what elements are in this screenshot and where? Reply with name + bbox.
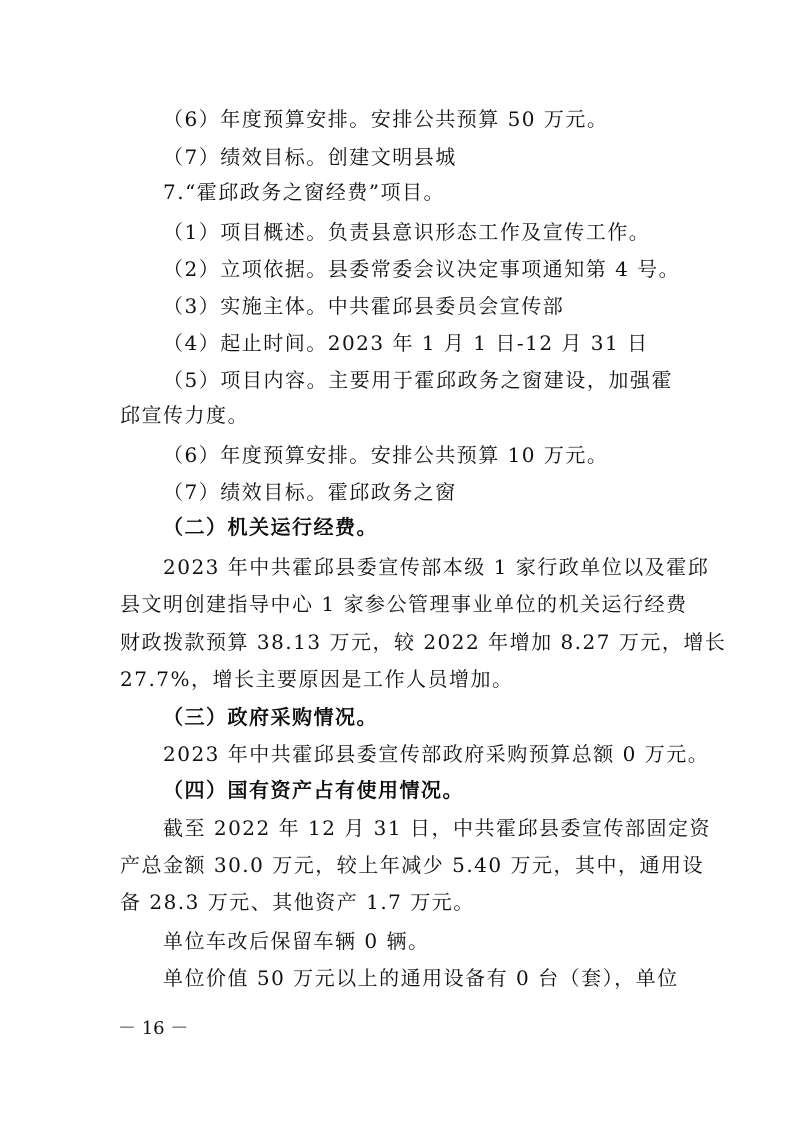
vehicles-para: 单位车改后保留车辆 0 辆。 [163, 929, 430, 953]
operating-costs-para-3: 财政拨款预算 38.13 万元，较 2022 年增加 8.27 万元，增长 [120, 630, 727, 654]
operating-costs-para-4: 27.7%，增长主要原因是工作人员增加。 [120, 667, 514, 691]
operating-costs-para-1: 2023 年中共霍邱县委宣传部本级 1 家行政单位以及霍邱 [163, 555, 710, 579]
assets-para-1: 截至 2022 年 12 月 31 日，中共霍邱县委宣传部固定资 [163, 816, 711, 840]
text-line-7-goal-2: （7）绩效目标。霍邱政务之窗 [163, 480, 457, 504]
text-line-7-goal-1: （7）绩效目标。创建文明县城 [163, 145, 457, 169]
page-number: － 16 － [118, 1018, 189, 1039]
text-line-5-content: （5）项目内容。主要用于霍邱政务之窗建设，加强霍 [163, 368, 673, 392]
equipment-para: 单位价值 50 万元以上的通用设备有 0 台（套），单位 [163, 966, 679, 990]
assets-para-2: 产总金额 30.0 万元，较上年减少 5.40 万元，其中，通用设 [120, 853, 704, 877]
procurement-para: 2023 年中共霍邱县委宣传部政府采购预算总额 0 万元。 [163, 742, 710, 766]
text-line-1-overview: （1）项目概述。负责县意识形态工作及宣传工作。 [163, 220, 651, 244]
section-heading-state-assets: （四）国有资产占有使用情况。 [163, 778, 464, 802]
text-line-4-period: （4）起止时间。2023 年 1 月 1 日-12 月 31 日 [163, 331, 649, 355]
operating-costs-para-2: 县文明创建指导中心 1 家参公管理事业单位的机关运行经费 [120, 592, 688, 616]
text-line-6-budget-1: （6）年度预算安排。安排公共预算 50 万元。 [163, 107, 609, 131]
section-heading-operating-costs: （二）机关运行经费。 [163, 515, 378, 539]
assets-para-3: 备 28.3 万元、其他资产 1.7 万元。 [120, 890, 475, 914]
text-line-6-budget-2: （6）年度预算安排。安排公共预算 10 万元。 [163, 443, 609, 467]
text-line-5-content-cont: 邱宣传力度。 [120, 403, 249, 427]
project-7-heading: 7.“霍邱政务之窗经费”项目。 [163, 180, 446, 204]
section-heading-procurement: （三）政府采购情况。 [163, 705, 378, 729]
text-line-3-entity: （3）实施主体。中共霍邱县委员会宣传部 [163, 294, 565, 318]
text-line-2-basis: （2）立项依据。县委常委会议决定事项通知第 4 号。 [163, 257, 681, 281]
